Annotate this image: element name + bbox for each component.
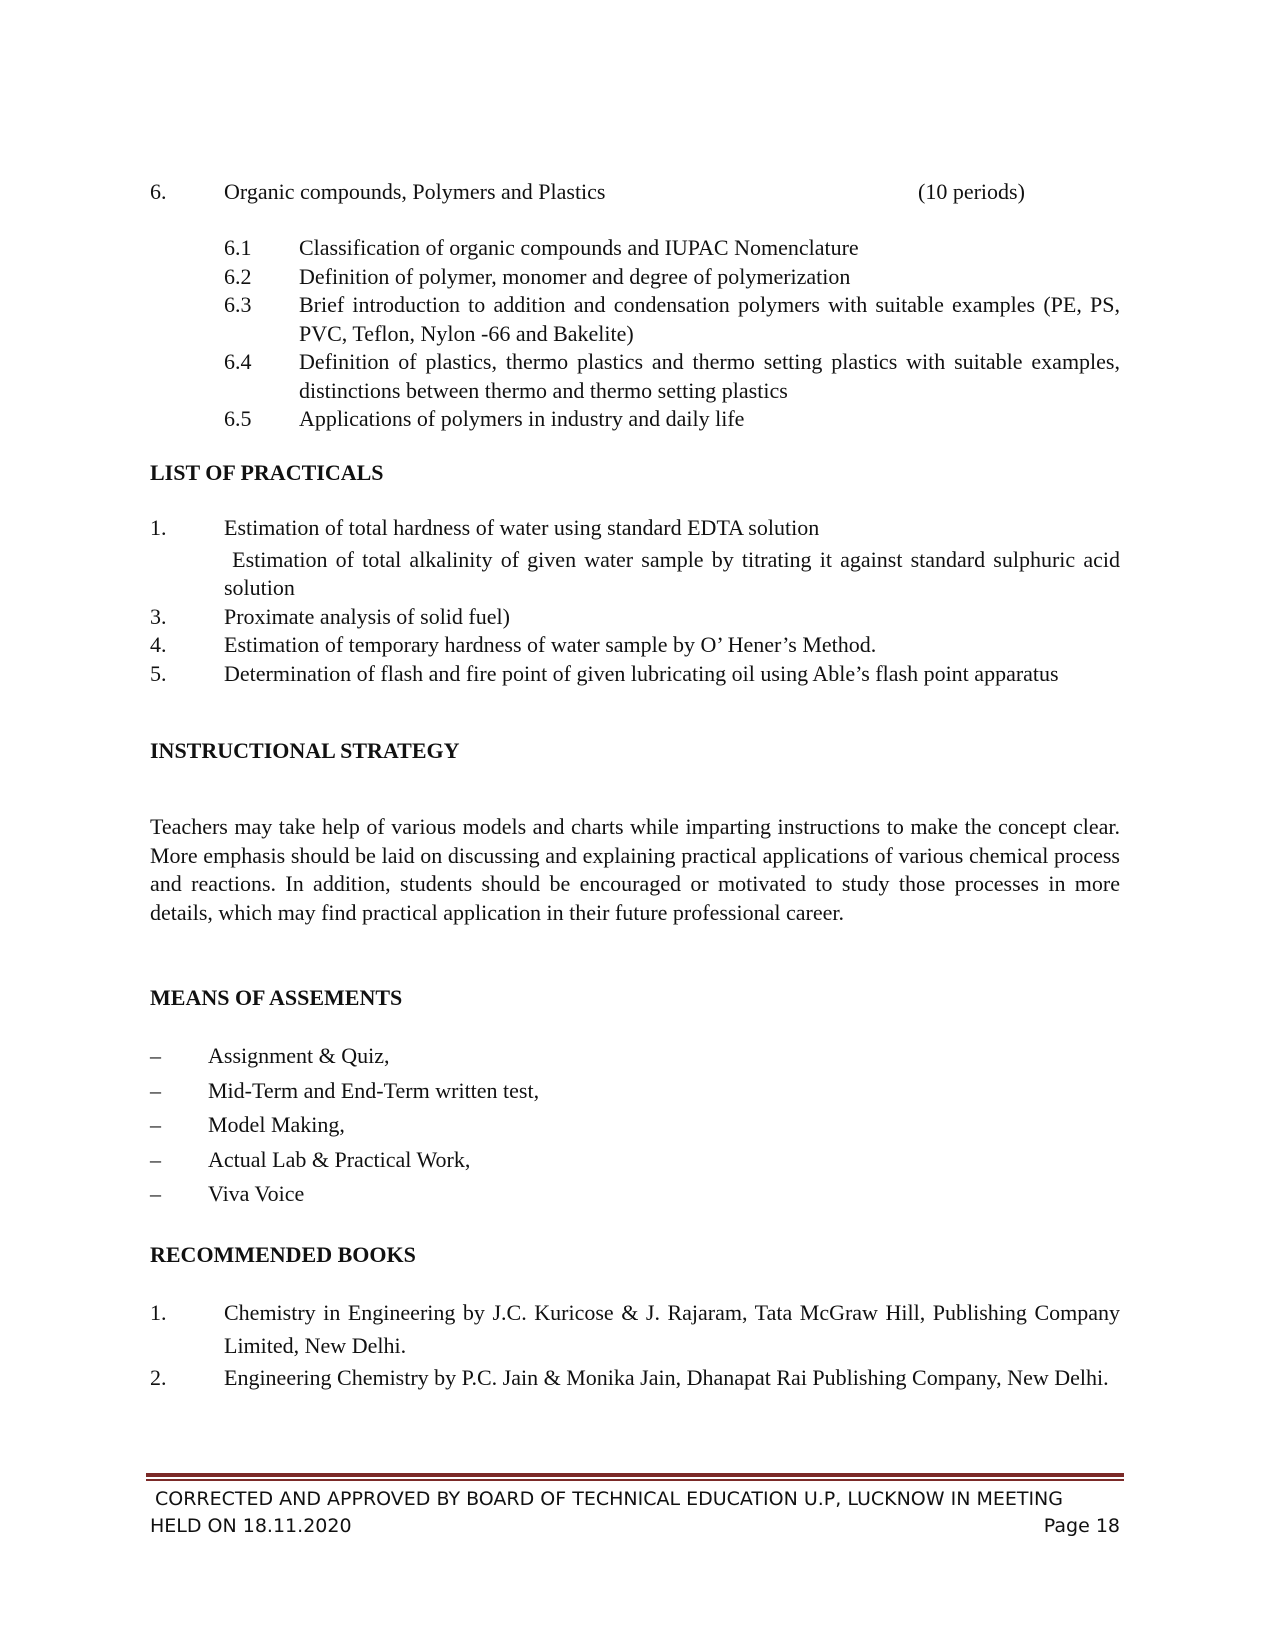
list-item-text: Estimation of temporary hardness of water sample by O’ Hener’s Method.	[224, 632, 877, 657]
list-item-text: Estimation of total hardness of water using standard EDTA solution	[224, 515, 820, 540]
page-footer	[150, 1486, 1120, 1540]
subtopic-text: Brief introduction to addition and condensation polymers with suitable examples (PE, PS, PVC, Teflon, Nylon -66 and Bakelite)	[299, 292, 1120, 346]
subtopic-number: 6.4	[224, 349, 252, 374]
list-item	[150, 1077, 1050, 1112]
unit-title: Organic compounds, Polymers and Plastics	[224, 179, 606, 204]
strategy-heading: INSTRUCTIONAL STRATEGY	[150, 738, 460, 763]
unit-number: 6.	[150, 179, 167, 204]
footer-bottom-line	[150, 1513, 1120, 1540]
subtopic-number: 6.5	[224, 406, 252, 431]
list-item-number: 2.	[150, 1365, 167, 1390]
list-item-text: Mid-Term and End-Term written test,	[208, 1077, 540, 1103]
subtopic-number: 6.1	[224, 235, 252, 260]
dash-bullet: –	[150, 1112, 161, 1137]
practicals-heading: LIST OF PRACTICALS	[150, 460, 384, 485]
subtopic-text: Definition of plastics, thermo plastics and thermo setting plastics with suitable examples, distinctions between thermo and thermo setting plastics	[299, 349, 1120, 403]
subtopic-list	[224, 234, 1120, 434]
list-item-text: Model Making,	[208, 1112, 345, 1137]
list-item-text: Viva Voice	[208, 1181, 305, 1206]
subtopic-item	[224, 234, 1120, 263]
list-item	[150, 1297, 1120, 1362]
assessment-list	[150, 1042, 1050, 1215]
subtopic-number: 6.2	[224, 263, 252, 289]
list-item-text: Determination of flash and fire point of given lubricating oil using Able’s flash point apparatus	[224, 660, 1059, 686]
list-item-text: Actual Lab & Practical Work,	[208, 1146, 471, 1172]
subtopic-text: Classification of organic compounds and IUPAC Nomenclature	[299, 235, 859, 260]
list-item-number: 1.	[150, 515, 167, 540]
subtopic-item	[224, 263, 1120, 292]
list-item	[150, 660, 1120, 689]
practicals-list	[150, 514, 1126, 688]
dash-bullet: –	[150, 1146, 161, 1172]
footer-approval-line: CORRECTED AND APPROVED BY BOARD OF TECHNICAL EDUCATION U.P, LUCKNOW IN MEETING	[155, 1488, 1063, 1510]
list-item-number: 3.	[150, 603, 167, 629]
list-item-number: 4.	[150, 632, 167, 657]
list-item	[150, 631, 1120, 660]
assessment-heading: MEANS OF ASSEMENTS	[150, 985, 403, 1010]
list-item-number: 5.	[150, 660, 167, 686]
subtopic-item	[224, 348, 1120, 405]
list-item	[150, 546, 1126, 603]
books-heading: RECOMMENDED BOOKS	[150, 1242, 416, 1267]
list-item	[150, 1042, 1050, 1077]
list-item-text: Assignment & Quiz,	[208, 1043, 390, 1068]
footer-meeting-date: HELD ON 18.11.2020	[150, 1515, 352, 1537]
subtopic-text: Applications of polymers in industry and daily life	[299, 406, 745, 431]
footer-divider-thin	[146, 1479, 1124, 1481]
list-item	[150, 1111, 1050, 1146]
strategy-paragraph: Teachers may take help of various models and charts while imparting instructions to make the concept clear. More emphasis should be laid on discussing and explaining practical applications of various chemical process and reactions. In addition, students should be encouraged or motivated to study those processes in more details, which may find practical application in their future professional career.	[150, 814, 1120, 925]
list-item	[150, 603, 1120, 632]
subtopic-number: 6.3	[224, 292, 252, 317]
list-item	[150, 514, 1120, 543]
list-item-text: Estimation of total alkalinity of given water sample by titrating it against standard sulphuric acid solution	[224, 546, 1126, 600]
subtopic-item	[224, 405, 1120, 434]
list-item-number: 1.	[150, 1300, 167, 1325]
books-list	[150, 1297, 1120, 1395]
footer-divider	[146, 1473, 1124, 1477]
subtopic-item	[224, 291, 1120, 348]
unit-periods: (10 periods)	[918, 179, 1025, 204]
dash-bullet: –	[150, 1077, 161, 1103]
list-item-number	[150, 546, 224, 603]
list-item	[150, 1180, 1050, 1215]
list-item-text: Chemistry in Engineering by J.C. Kuricose & J. Rajaram, Tata McGraw Hill, Publishing Company Limited, New Delhi.	[224, 1300, 1120, 1358]
subtopic-text: Definition of polymer, monomer and degree of polymerization	[299, 263, 851, 289]
list-item	[150, 1146, 1050, 1181]
dash-bullet: –	[150, 1043, 161, 1068]
list-item-text: Engineering Chemistry by P.C. Jain & Monika Jain, Dhanapat Rai Publishing Company, New Delhi.	[224, 1365, 1109, 1390]
list-item	[150, 1362, 1120, 1395]
dash-bullet: –	[150, 1181, 161, 1206]
list-item-text: Proximate analysis of solid fuel)	[224, 603, 510, 629]
page-number: Page 18	[1043, 1515, 1120, 1537]
